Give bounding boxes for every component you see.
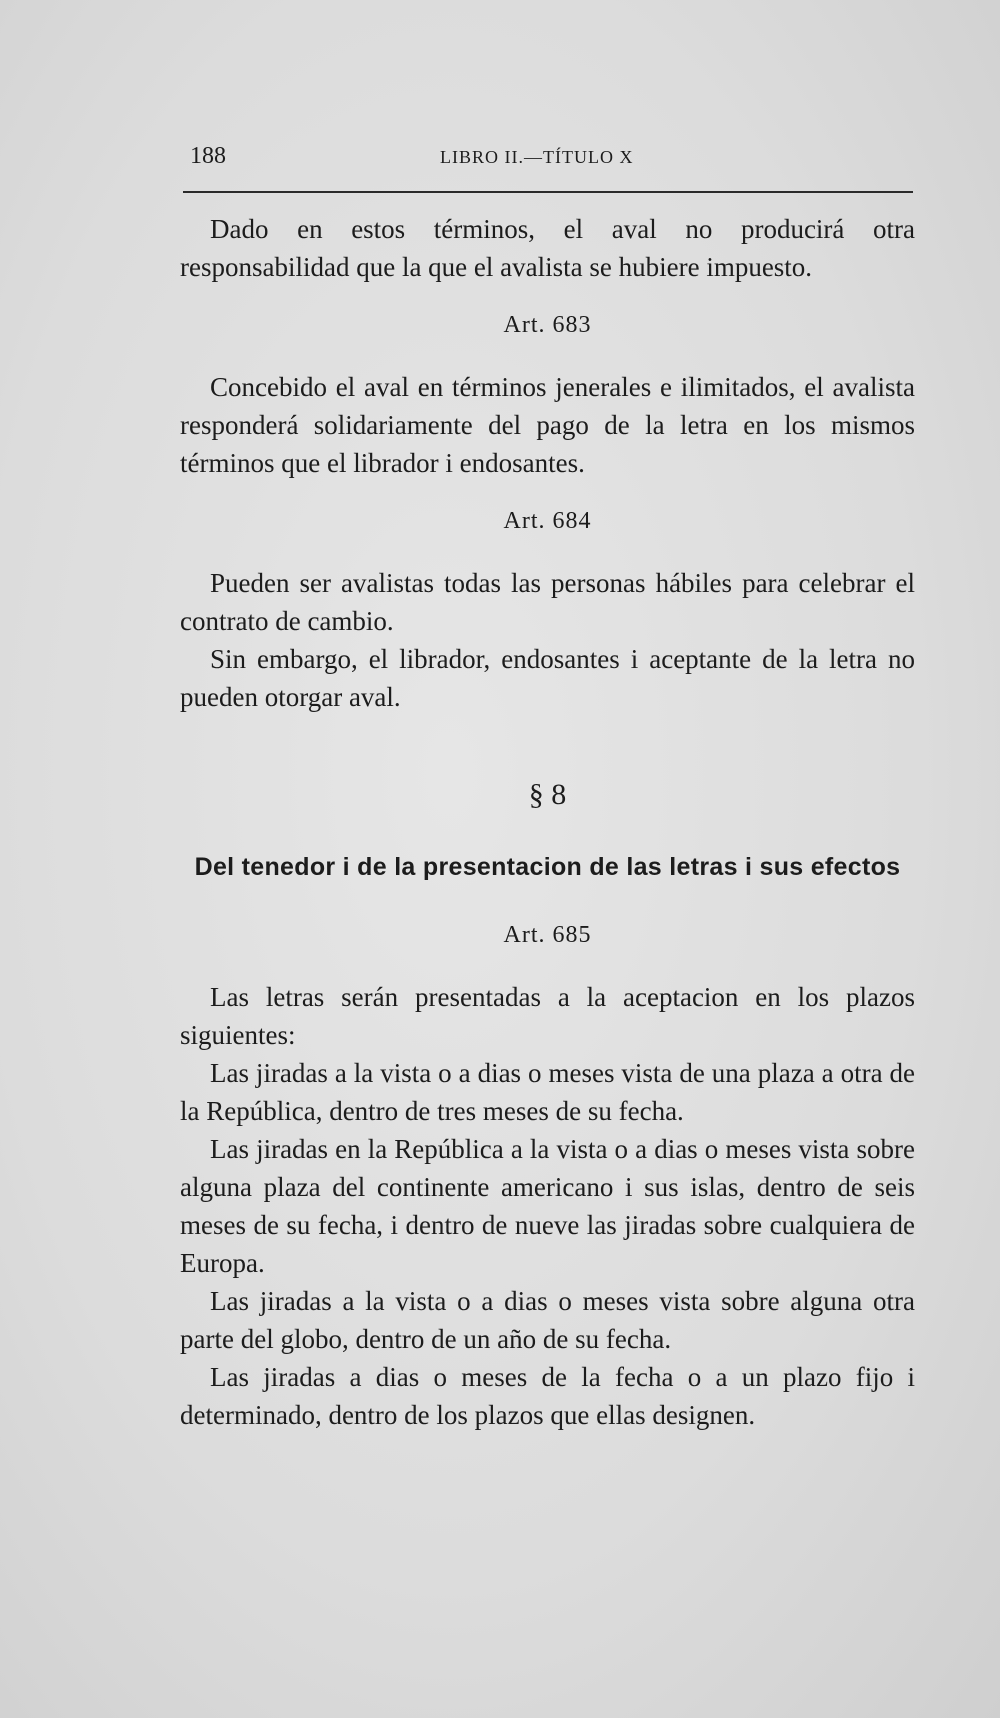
paragraph: Pueden ser avalistas todas las personas hábiles para celebrar el contrato de cambio. [180, 568, 915, 636]
article-heading: Art. 683 [503, 312, 592, 338]
section-title: Del tenedor i de la presentacion de las letras i sus efectos [194, 853, 901, 881]
paragraph: Las jiradas en la República a la vista o a dias o meses vista sobre alguna plaza del continente americano i sus islas, dentro de seis meses de su fecha, i dentro de nueve las jiradas sobre cualquiera de Europa. [180, 1134, 915, 1278]
header-rule [183, 191, 913, 193]
paragraph: Sin embargo, el librador, endosantes i aceptante de la letra no pueden otorgar aval. [180, 644, 915, 712]
paragraph: Las jiradas a la vista o a dias o meses vista sobre alguna otra parte del globo, dentro de un año de su fecha. [180, 1286, 915, 1354]
article-heading: Art. 685 [503, 922, 592, 948]
paragraph: Dado en estos términos, el aval no producirá otra responsabilidad que la que el avalista se hubiere impuesto. [180, 214, 915, 282]
paragraph: Las jiradas a la vista o a dias o meses vista de una plaza a otra de la República, dentro de tres meses de su fecha. [180, 1058, 915, 1126]
article-heading: Art. 684 [503, 508, 592, 534]
paragraph: Las jiradas a dias o meses de la fecha o a un plazo fijo i determinado, dentro de los plazos que ellas designen. [180, 1362, 915, 1430]
paragraph: Concebido el aval en términos jenerales e ilimitados, el avalista responderá solidariamente del pago de la letra en los mismos términos que el librador i endosantes. [180, 372, 915, 478]
section-mark: § 8 [528, 778, 567, 811]
page-header [190, 143, 910, 179]
paragraph: Las letras serán presentadas a la aceptacion en los plazos siguientes: [180, 982, 915, 1050]
page-number: 188 [190, 143, 226, 169]
page-body [180, 210, 915, 1434]
running-head: LIBRO II.—TÍTULO X [440, 147, 634, 167]
